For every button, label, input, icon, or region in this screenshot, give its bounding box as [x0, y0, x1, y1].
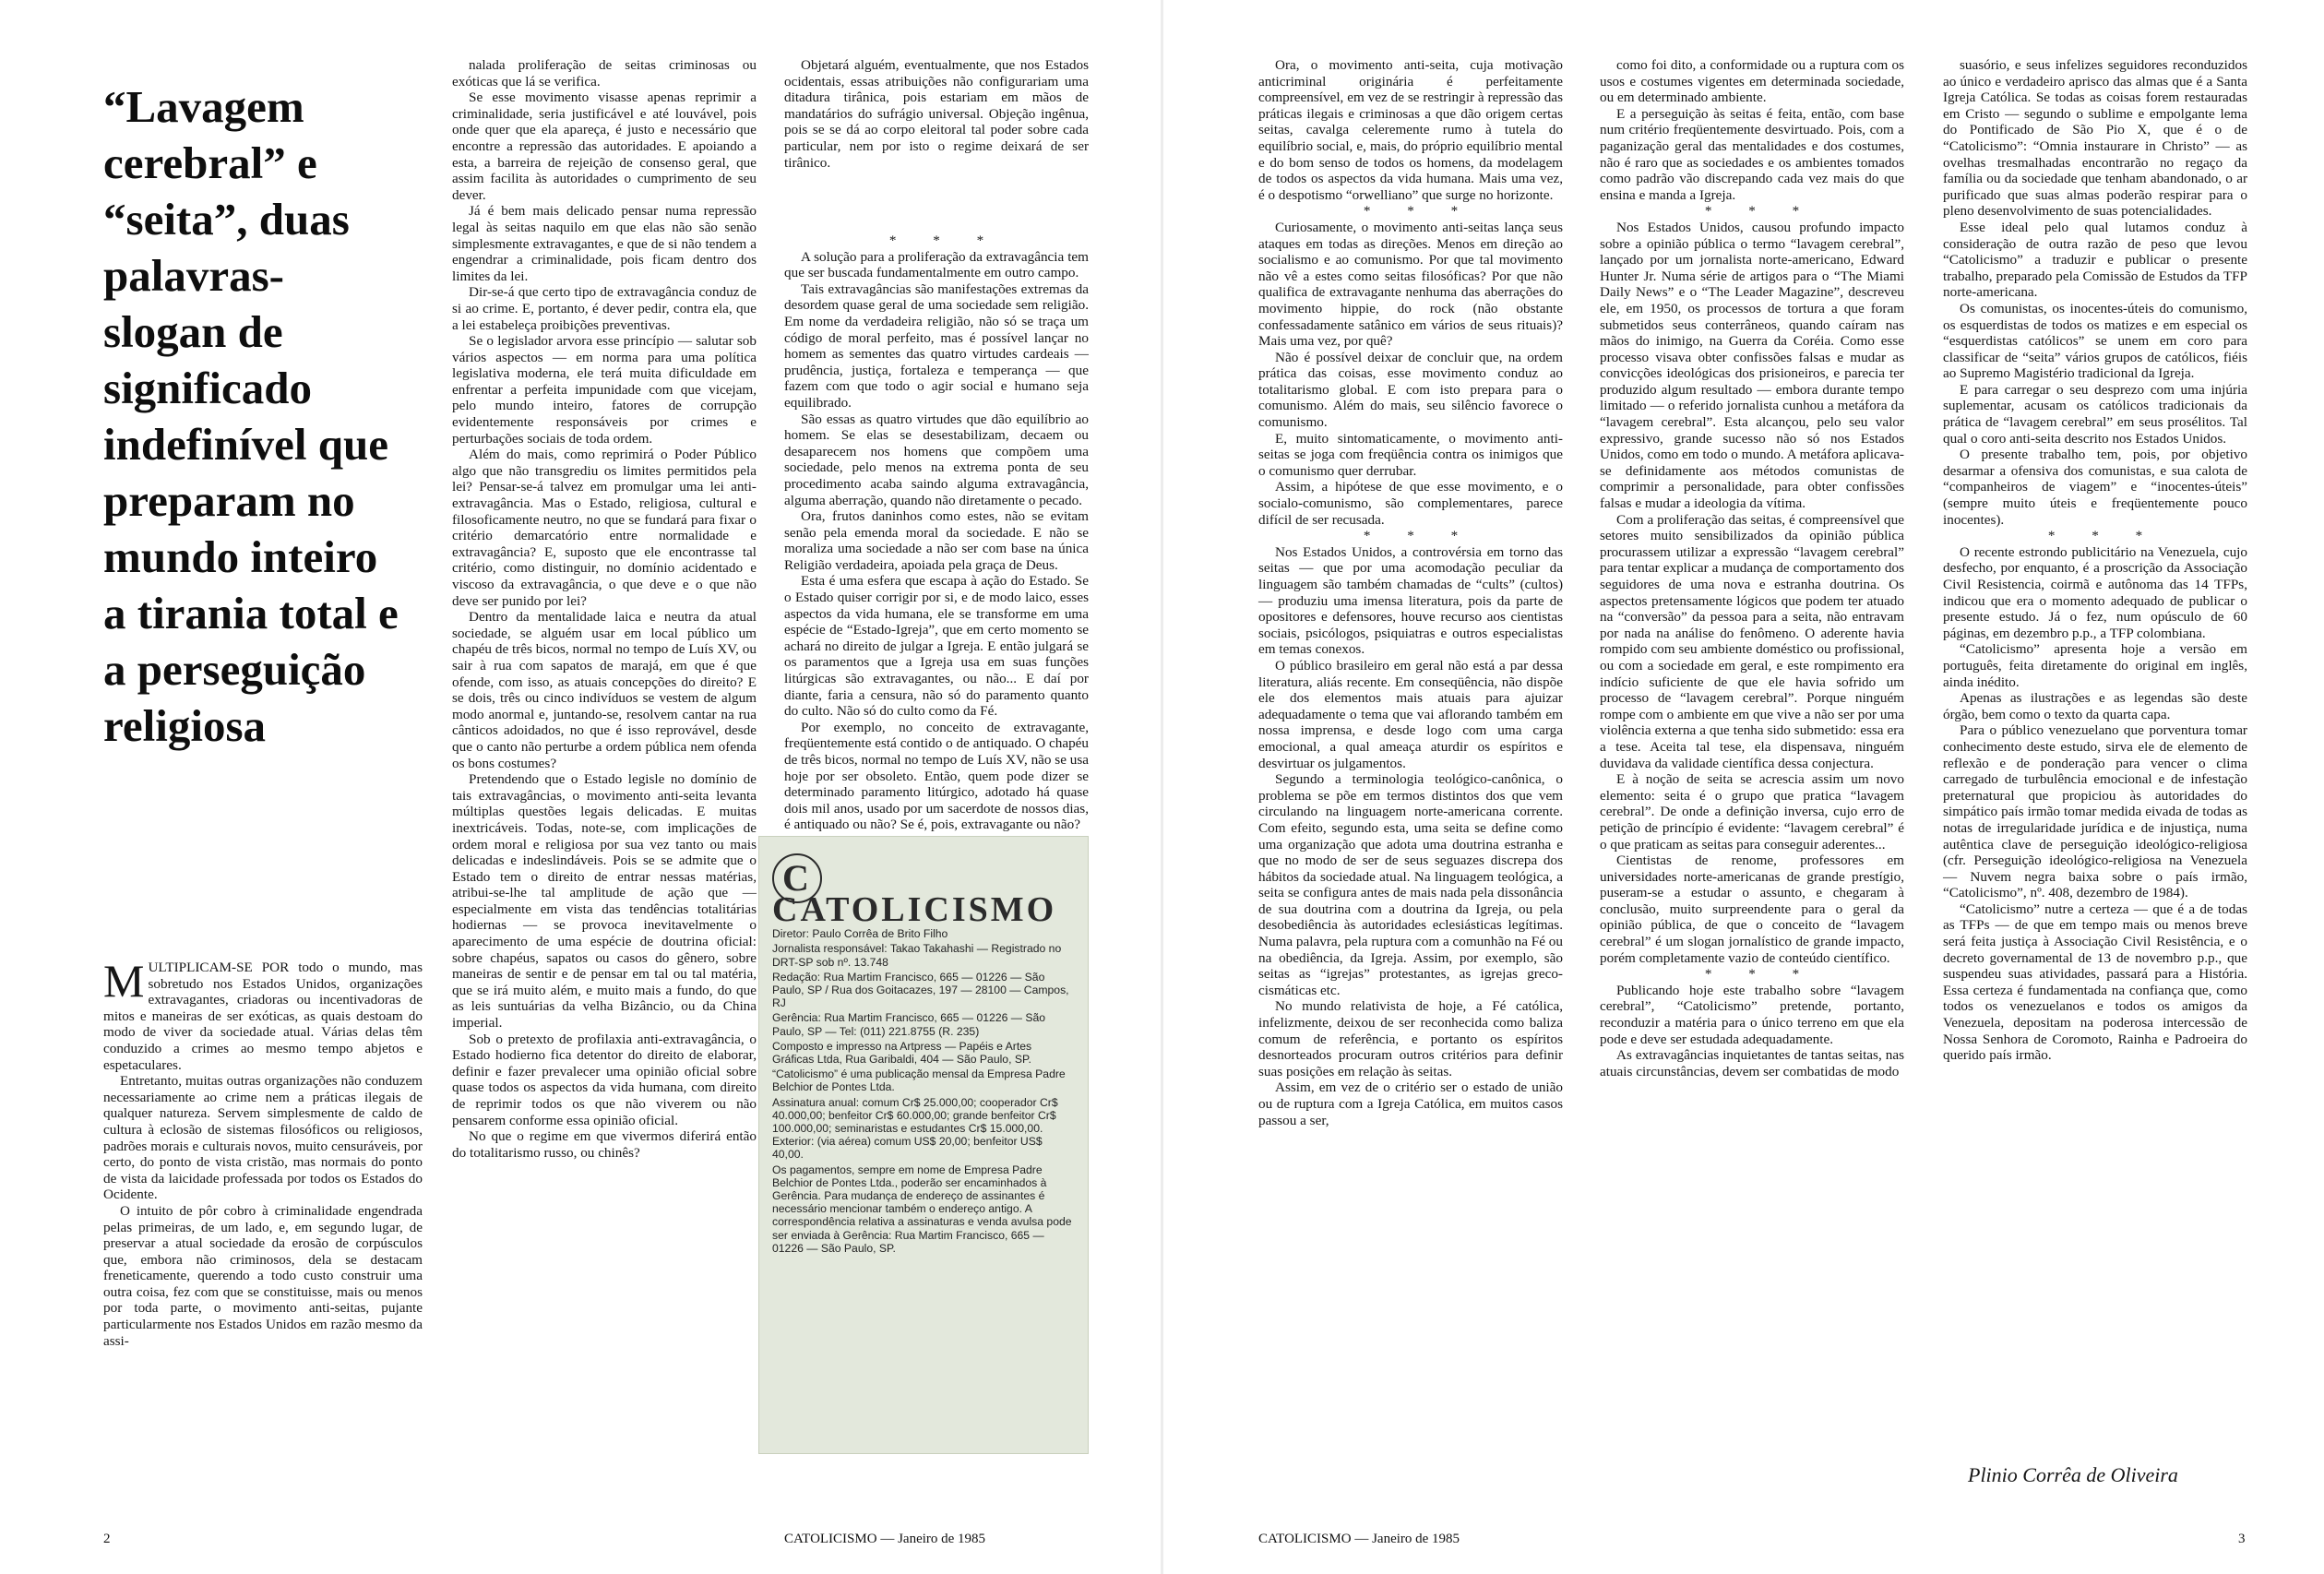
- catolicismo-logo: [772, 853, 1088, 929]
- paragraph: Apenas as ilustrações e as legendas são deste órgão, bem como o texto da quarta capa.: [1943, 690, 2247, 722]
- masthead-line: Jornalista responsável: Takao Takahashi — Registrado no DRT-SP sob nº. 13.748: [772, 942, 1062, 969]
- paragraph: E a perseguição às seitas é feita, então, com base num critério freqüentemente desvirtuado. Pois, com a paganização geral das mentalidades e dos costumes, não é raro que as sociedades e os ambientes tomados como padrão vão discrepando cada vez mais do que ensina e manda a Igreja.: [1600, 105, 1904, 203]
- masthead-line: Redação: Rua Martim Francisco, 665 — 01226 — São Paulo, SP / Rua dos Goitacazes, 197 — 28100 — Campos, RJ: [772, 970, 1069, 1010]
- paragraph: Assim, em vez de o critério ser o estado de união ou de ruptura com a Igreja Católica, em muitos casos passou a ser,: [1258, 1079, 1563, 1128]
- page-gutter: [1161, 0, 1163, 1574]
- page-number-left: 2: [103, 1532, 111, 1546]
- footer-title-right: CATOLICISMO — Janeiro de 1985: [1258, 1532, 1460, 1546]
- paragraph: Esse ideal pelo qual lutamos conduz à consideração de outra razão de peso que levou “Catolicismo” a traduzir e publicar o presente trabalho, preparado pela Comissão de Estudos da TFP norte-americana.: [1943, 219, 2247, 301]
- paragraph: Nos Estados Unidos, causou profundo impacto sobre a opinião pública o termo “lavagem cerebral”, lançado por um jornalista norte-americano, Edward Hunter Jr. Numa série de artigos para o “The Miami Daily News” e o “The Leader Magazine”, descreveu ele, em 1950, os processos de tortura a que foram submetidos seus conterrâneos, quando caíram nas mãos do inimigo, na Guerra da Coréia. Como esse processo visava obter confissões falsas e mudar as convicções ideológicas dos prisioneiros, e parecia ter produzido algum resultado — embora durante tempo limitado — o referido jornalista cunhou a metáfora da “lavagem cerebral”. Esta alcançou, pelo seu valor expressivo, grande sucesso não só nos Estados Unidos, como em todo o mundo. A metáfora aplicava-se definidamente aos métodos comunistas de comprimir a personalidade, para obter confissões falsas e mudar a ideologia da vítima.: [1600, 219, 1904, 512]
- paragraph: suasório, e seus infelizes seguidores reconduzidos ao único e verdadeiro aprisco das almas que é a Santa Igreja Católica. Se todas as coisas forem restauradas em Cristo — segundo o sublime e empolgante lema do Pontificado de São Pio X, que é o de “Catolicismo”: “Omnia instaurare in Christo” — as ovelhas tresmalhadas encontrarão no regaço da família ou da sociedade que tenham abandonado, o ar purificado que suas almas poderão respirar para o pleno desenvolvimento de suas potencialidades.: [1943, 57, 2247, 220]
- paragraph: Publicando hoje este trabalho sobre “lavagem cerebral”, “Catolicismo” pretende, portanto, reconduzir a matéria para o único terreno em que ela pode e deve ser estudada adequadamente.: [1600, 982, 1904, 1047]
- column-2: [452, 57, 757, 1522]
- paragraph: Objetará alguém, eventualmente, que nos Estados ocidentais, essas atribuições não configurariam uma ditadura tirânica, pois estariam em mãos de mandatários do sufrágio universal. Objeção ingênua, pois se se dá ao corpo eleitoral tal poder sobre cada particular, nem por isto o regime deixará de ser tirânico.: [784, 57, 1089, 171]
- paragraph: E para carregar o seu desprezo com uma injúria suplementar, acusam os católicos tradicionais da prática de “lavagem cerebral” em seus prosélitos. Tal qual o coro anti-seita descrito nos Estados Unidos.: [1943, 381, 2247, 447]
- column-4: [1258, 57, 1563, 1526]
- paragraph: Tais extravagâncias são manifestações extremas da desordem quase geral de uma sociedade sem religião. Em nome da verdadeira religião, não só se traça um código de moral perfeito, mas é possível lançar no homem as sementes das quatro virtudes cardeais — prudência, justiça, fortaleza e temperança — que fazem com que todo o agir social e humano seja equilibrado.: [784, 280, 1089, 411]
- paragraph: Por exemplo, no conceito de extravagante, freqüentemente está contido o de antiquado. O chapéu de três bicos, normal no tempo de Luís XV, não se usa hoje por ser obsoleto. Então, quem pode dizer se determinado paramento litúrgico, adotado há quase dois mil anos, usado por um sacerdote de nossos dias, é antiquado ou não? Se é, pois, extravagante ou não?: [784, 719, 1089, 833]
- paragraph: O público brasileiro em geral não está a par dessa literatura, aliás recente. Em conseqüência, não dispõe ele dos elementos mais atuais para ajuizar adequadamente o tema que vai aflorando também em nossa imprensa, e desde logo com uma carga emocional, a qual ameaça aturdir os espíritos e desvirtuar os julgamentos.: [1258, 657, 1563, 771]
- drop-cap: M: [103, 955, 145, 1007]
- masthead-line: Composto e impresso na Artpress — Papéis e Artes Gráficas Ltda, Rua Garibaldi, 404 — São Paulo, SP.: [772, 1039, 1032, 1067]
- paragraph: Os comunistas, os inocentes-úteis do comunismo, os esquerdistas de todos os matizes e em especial os “esquerdistas católicos” se unem em coro para classificar de “seita” vários grupos de católicos, fiéis ao Supremo Magistério tradicional da Igreja.: [1943, 300, 2247, 382]
- paragraph: Além do mais, como reprimirá o Poder Público algo que não transgrediu os limites permitidos pela lei? Pensar-se-á talvez em promulgar uma lei anti-extravagância. Mas o Estado, religiosa, cultural e filosoficamente neutro, no que se fundará para fixar o critério demarcatório entre normalidade e extravagância? E, suposto que ele encontrasse tal critério, como distinguir, no domínio acidentado e viscoso da extravagância, o que deve e o que não deve ser punido por lei?: [452, 447, 757, 609]
- paragraph: E, muito sintomaticamente, o movimento anti-seitas se joga com freqüência contra os inimigos que o comunismo quer derrubar.: [1258, 430, 1563, 479]
- paragraph: “Catolicismo” apresenta hoje a versão em português, feita diretamente do original em inglês, ainda inédito.: [1943, 641, 2247, 690]
- paragraph: Não é possível deixar de concluir que, na ordem prática das coisas, esse movimento conduz ao totalitarismo global. E com isto prepara para o comunismo. Além do mais, seu silêncio favorece o comunismo.: [1258, 349, 1563, 431]
- paragraph: As extravagâncias inquietantes de tantas seitas, nas atuais circunstâncias, devem ser combatidas de modo: [1600, 1047, 1904, 1079]
- paragraph: Dir-se-á que certo tipo de extravagância conduz de si ao crime. E, portanto, é dever pedir, contra ela, que a lei estabeleça proibições preventivas.: [452, 284, 757, 333]
- paragraph: Para o público venezuelano que porventura tomar conhecimento deste estudo, sirva ele de elemento de reflexão e de ponderação para vencer o clima carregado de turbulência emocional e de infestação preternatural que propiciou às autoridades do simpático país irmão tomar medida eivada de todas as notas de irregularidade jurídica e de injustiça, numa autêntica clave de perseguição ideológico-religiosa (cfr. Perseguição ideológico-religiosa na Venezuela — Nuvem negra baixa sobre o país irmão, “Catolicismo”, nº. 408, dezembro de 1984).: [1943, 722, 2247, 901]
- paragraph: O intuito de pôr cobro à criminalidade engendrada pelas primeiras, de um lado, e, em segundo lugar, de preservar a atual sociedade da erosão de corpúsculos que, embora não criminosos, dela se destacam freneticamente, querendo a todo custo construir uma outra coisa, fez com que se constituisse, mais ou menos por toda parte, o movimento anti-seitas, pujante particularmente nos Estados Unidos em razão mesmo da assi-: [103, 1202, 423, 1349]
- section-divider: * * *: [1363, 528, 1475, 544]
- paragraph: A solução para a proliferação da extravagância tem que ser buscada fundamentalmente em outro campo.: [784, 248, 1089, 281]
- section-divider: * * *: [888, 233, 1001, 248]
- paragraph: Segundo a terminologia teológico-canônica, o problema se põe em termos distintos dos que vem circulando na linguagem norte-americana corrente. Com efeito, segundo esta, uma seita se define como uma organização que adota uma doutrina estranha e que no modo de ser de seus seguazes discrepa dos hábitos da sociedade atual. Na linguagem teológica, a seita se configura antes de mais nada pela dissonância de sua doutrina com a doutrina da Igreja, ou pela desobediência às autoridades eclesiásticas legítimas. Numa palavra, pela ruptura com a comunhão na Fé ou na obediência, da Igreja. Assim, por exemplo, são seitas as “igrejas” protestantes, as igrejas greco-cismáticas etc.: [1258, 771, 1563, 998]
- footer-title-left: CATOLICISMO — Janeiro de 1985: [784, 1532, 986, 1546]
- paragraph: Dentro da mentalidade laica e neutra da atual sociedade, se alguém usar em local público um chapéu de três bicos, normal no tempo de Luís XV, ou sair à rua com sapatos de marajá, em que é que ofende, com isso, as atuais concepções do direito? E se dois, três ou cinco indivíduos se vestem de algum modo anormal e, juntando-se, resolvem cantar na rua cânticos adoidados, no que é isso reprovável, desde que o canto não perturbe a ordem pública nem ofenda os bons costumes?: [452, 609, 757, 771]
- section-divider: * * *: [1704, 966, 1817, 983]
- section-divider: * * *: [1704, 203, 1817, 220]
- paragraph: Ora, frutos daninhos como estes, não se evitam senão pela emenda moral da sociedade. E não se moraliza uma sociedade a não ser com base na única Religião verdadeira, apoiada pela graça de Deus.: [784, 508, 1089, 573]
- column-3-bottom: [784, 233, 1089, 833]
- masthead-line: Os pagamentos, sempre em nome de Empresa Padre Belchior de Pontes Ltda., poderão ser encaminhados à Gerência. Para mudança de endereço de assinantes é necessário mencionar também o endereço antigo. A correspondência relativa a assinaturas e venda avulsa pode ser enviada à Gerência: Rua Martim Francisco, 665 — 01226 — São Paulo, SP.: [772, 1163, 1072, 1255]
- masthead-info: [759, 927, 1088, 1255]
- paragraph: Já é bem mais delicado pensar numa repressão legal às seitas naquilo em que elas não são senão simplesmente extravagantes, e que de si não tendem a engendrar a criminalidade, pois ficam dentro dos limites da lei.: [452, 203, 757, 284]
- paragraph: Assim, a hipótese de que esse movimento, e o socialo-comunismo, são complementares, parece difícil de ser recusada.: [1258, 479, 1563, 528]
- paragraph: Esta é uma esfera que escapa à ação do Estado. Se o Estado quiser corrigir por si, e de modo laico, esses aspectos da vida humana, ele se transforme em uma espécie de “Estado-Igreja”, que em certo momento se achará no direito de julgar a Igreja. E então julgará se os paramentos que a Igreja usa em suas funções litúrgicas são extravagantes, ou não... E daí por diante, faria a censura, não só do paramento quanto do culto. Não só do culto como da Fé.: [784, 573, 1089, 720]
- paragraph: Sob o pretexto de profilaxia anti-extravagância, o Estado hodierno fica detentor do direito de elaborar, definir e fazer prevalecer uma opinião oficial sobre quase todos os aspectos da vida humana, com direito de reprimir todos os que não viverem ou não pensarem conforme essa opinião oficial.: [452, 1031, 757, 1128]
- masthead-line: Assinatura anual: comum Cr$ 25.000,00; cooperador Cr$ 40.000,00; benfeitor Cr$ 60.000,00; grande benfeitor Cr$ 100.000,00; seminaristas e estudantes Cr$ 15.000,00. Exterior: (via aérea) comum US$ 20,00; benfeitor US$ 40,00.: [772, 1095, 1058, 1162]
- logo-text: CATOLICISMO: [772, 890, 1057, 929]
- logo-initial: C: [772, 853, 822, 903]
- paragraph: O presente trabalho tem, pois, por objetivo desarmar a ofensiva dos comunistas, e sua calota de “companheiros de viagem” e “inocentes-úteis” (sempre muito úteis e freqüentemente pouco inocentes).: [1943, 447, 2247, 528]
- page-number-right: 3: [2238, 1532, 2246, 1546]
- paragraph: O recente estrondo publicitário na Venezuela, cujo desfecho, por enquanto, é a proscrição da Associação Civil Resistencia, coirmã e autônoma das 14 TFPs, indicou que era o momento adequado de publicar o presente estudo. Já o fez, num opúsculo de 60 páginas, em dezembro p.p., a TFP colombiana.: [1943, 543, 2247, 641]
- paragraph: Curiosamente, o movimento anti-seitas lança seus ataques em todas as direções. Menos em direção ao socialismo e ao comunismo. Por que tal movimento não vê a estes como seitas filosóficas? Por que não qualifica de extravagante nenhuma das aberrações do movimento hippie, do rock (não obstante confessadamente satânico em vários de seus rituais)? Mais uma vez, por quê?: [1258, 219, 1563, 350]
- paragraph: como foi dito, a conformidade ou a ruptura com os usos e costumes vigentes em determinada sociedade, ou em determinado ambiente.: [1600, 57, 1904, 106]
- paragraph: No que o regime em que vivermos diferirá então do totalitarismo russo, ou chinês?: [452, 1128, 757, 1161]
- column-5: [1600, 57, 1904, 1526]
- paragraph: Nos Estados Unidos, a controvérsia em torno das seitas — que por uma acomodação peculiar da linguagem são também chamadas de “cults” (cultos) — produziu uma imensa literatura, pois da parte de opositores e defensores, houve recurso aos cientistas sociais, psicólogos, psiquiatras e outros especialistas em temas conexos.: [1258, 543, 1563, 658]
- masthead-line: Diretor: Paulo Corrêa de Brito Filho: [772, 927, 948, 941]
- paragraph: Cientistas de renome, professores em universidades norte-americanas de grande prestígio, puseram-se a estudar o assunto, e chegaram à conclusão, muito surpreendente para o geral da opinião pública, de que o conceito de “lavagem cerebral” é um slogan jornalístico de grande impacto, porém completamente vazio de conteúdo científico.: [1600, 853, 1904, 966]
- paragraph: E à noção de seita se acrescia assim um novo elemento: seita é o grupo que pratica “lavagem cerebral”. De onde a definição inversa, cujo erro de petição de princípio é evidente: “lavagem cerebral” é o que praticam as seitas para conseguir aderentes...: [1600, 771, 1904, 853]
- headline: “Lavagem cerebral” e “seita”, duas palavras-slogan de significado indefinível que preparam no mundo inteiro a tirania total e a perseguição religiosa: [103, 80, 399, 751]
- paragraph: Entretanto, muitas outras organizações não conduzem necessariamente ao crime nem a práticas ilegais de qualquer natureza. Servem simplesmente de caldo de cultura à eclosão de sistemas filosóficos ou religiosos, padrões morais e culturais novos, muito censuráveis, por certo, do ponto de vista cristão, mas normais do ponto de vista da laicidade professada por todos os Estados do Ocidente.: [103, 1073, 423, 1203]
- paragraph: Se o legislador arvora esse princípio — salutar sob vários aspectos — em norma para uma política legislativa moderna, ele terá muita dificuldade em enfrentar a perfeita impunidade com que vicejam, pelo mundo inteiro, fatores de corrupção evidentemente responsáveis por crimes e perturbações sociais de toda ordem.: [452, 333, 757, 447]
- paragraph: nalada proliferação de seitas criminosas ou exóticas que lá se verifica.: [452, 57, 757, 89]
- masthead-line: “Catolicismo” é uma publicação mensal da Empresa Padre Belchior de Pontes Ltda.: [772, 1067, 1066, 1094]
- paragraph: Ora, o movimento anti-seita, cuja motivação anticriminal originária é perfeitamente compreensível, em vez de se restringir à repressão das práticas ilegais e criminosas a que dão origem certas seitas, cavalga celeremente rumo à tutela do equilíbrio social, e, mais, do próprio equilíbrio mental e do bom senso de todos os homens, da modelagem de todos os aspectos da vida humana. Mais uma vez, é o despotismo “orwelliano” que surge no horizonte.: [1258, 57, 1563, 203]
- paragraph: São essas as quatro virtudes que dão equilíbrio ao homem. Se elas se desestabilizam, decaem ou desaparecem nos homens que compõem uma sociedade, pelo menos na extrema ponta de seu procedimento acaba saindo alguma extravagância, alguma aberração, quando não diretamente o pecado.: [784, 411, 1089, 508]
- column-6: [1943, 57, 2247, 1450]
- paragraph: No mundo relativista de hoje, a Fé católica, infelizmente, deixou de ser reconhecida como baliza comum de referência, e portanto os espíritos desnorteados procuram outros critérios para definir suas posições em relação às seitas.: [1258, 998, 1563, 1079]
- lead-paragraph: MULTIPLICAM-SE POR todo o mundo, mas sobretudo nos Estados Unidos, organizações extravagantes, criadoras ou incentivadoras de mitos e maneiras de ser exóticas, as quais destoam do modo de viver da sociedade atual. Várias delas têm conduzido a crimes ao mesmo tempo abjetos e espetaculares.: [103, 955, 423, 1073]
- section-divider: * * *: [2047, 528, 2160, 544]
- column-3-top: [784, 57, 1089, 223]
- masthead-line: Gerência: Rua Martim Francisco, 665 — 01226 — São Paulo, SP — Tel: (011) 221.8755 (R. 235): [772, 1011, 1046, 1038]
- section-divider: * * *: [1363, 203, 1475, 220]
- paragraph: Se esse movimento visasse apenas reprimir a criminalidade, seria justificável e até louvável, pois onde quer que ela apareça, é justo e necessário que encontre a repressão das autoridades. E apoiando a esta, a barreira de rejeição de consenso geral, que assim facilita às autoridades o cumprimento de seu dever.: [452, 89, 757, 203]
- paragraph: “Catolicismo” nutre a certeza — que é a de todas as TFPs — de que em tempo mais ou menos breve será feita justiça à Associação Civil Resistência, e o decreto governamental de 13 de novembro p.p., que suspendeu suas atividades, passará para a História. Essa certeza é fundamentada na confiança que, como todos os venezuelanos e todos os amigos da Venezuela, depositam na poderosa intercessão de Nossa Senhora de Coromoto, Rainha e Padroeira do querido país irmão.: [1943, 900, 2247, 1064]
- column-1: [103, 955, 423, 1522]
- author-signature: Plinio Corrêa de Oliveira: [1968, 1463, 2178, 1486]
- paragraph: Com a proliferação das seitas, é compreensível que setores muito sensibilizados da opinião pública procurassem utilizar a expressão “lavagem cerebral” para tentar explicar a mudança de comportamento dos seguidores de uma nova e estranha doutrina. Os aspectos pretensamente lógicos que podem ter atuado na “conversão” da pessoa para a seita, não entravam por nada na análise do fenômeno. O aderente havia rompido com seu ambiente doméstico ou profissional, ou com a sociedade em geral, e este rompimento era indício suficiente de que ele havia sofrido um processo de “lavagem cerebral”. Porque ninguém rompe com o ambiente em que vive a não ser por uma violência externa a que tenha sido submetido: essa era a tese. Aceita tal tese, ela dispensava, ninguém duvidava da validade científica dessa conjectura.: [1600, 511, 1904, 771]
- paragraph: Pretendendo que o Estado legisle no domínio de tais extravagâncias, o movimento anti-seita levanta múltiplas questões legais delicadas. E muitas inextricáveis. Todas, note-se, com implicações de ordem moral e religiosa por sua vez tanto ou mais delicadas e indeslindáveis. Pois se se admite que o Estado tem o direito de entrar nessas matérias, atribui-se-lhe tal amplitude de ação que — especialmente em vista das tendências totalitárias hodiernas — se provoca inevitavelmente o aparecimento de uma espécie de doutrina oficial: sobre chapéus, sapatos ou casos do gênero, sobre maneiras de sentir e de pensar em tal ou tal matéria, que se irá muito além, e muito mais a fundo, do que as leis suntuárias da velha Bizâncio, ou da China imperial.: [452, 771, 757, 1031]
- masthead-box: [758, 836, 1089, 1454]
